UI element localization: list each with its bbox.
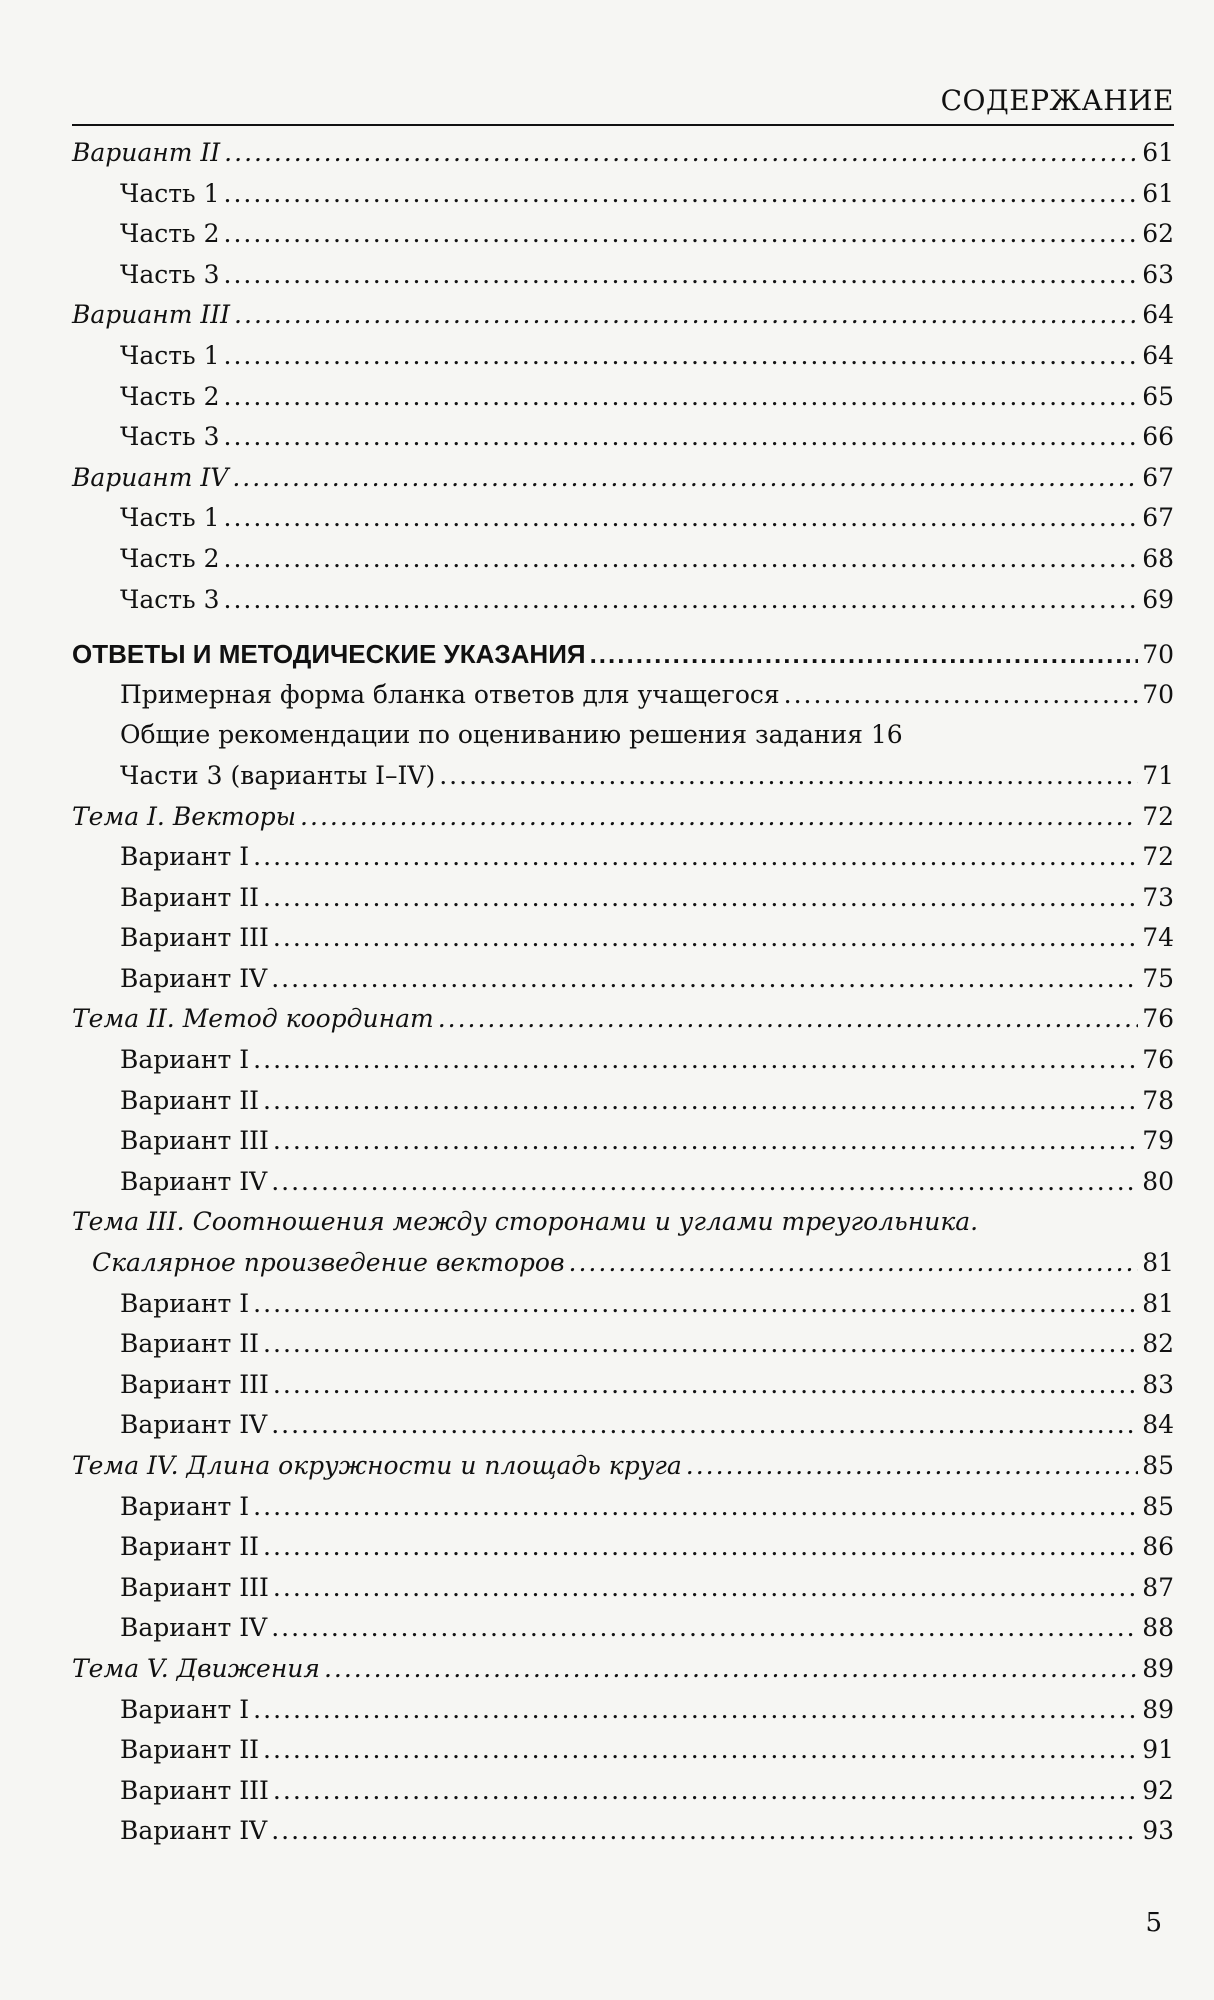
toc-page-number: 85 (1142, 1491, 1174, 1521)
toc-page-number: 70 (1142, 679, 1174, 709)
toc-dot-leader (224, 341, 1139, 370)
toc-entry-label: Тема III. Соотношения между сторонами и углами треугольника. (72, 1207, 979, 1237)
header-divider (72, 124, 1174, 126)
toc-page-number: 65 (1142, 381, 1174, 411)
toc-entry (72, 964, 1174, 1005)
toc-page-number: 81 (1142, 1288, 1174, 1318)
toc-dot-leader (263, 883, 1138, 912)
toc-dot-leader (224, 544, 1139, 573)
toc-dot-leader (224, 260, 1139, 289)
toc-entry (72, 842, 1174, 883)
toc-entry (72, 1776, 1174, 1817)
toc-page-number: 66 (1142, 422, 1174, 452)
toc-dot-leader (590, 639, 1139, 670)
toc-entry-label: Вариант III (120, 1126, 269, 1156)
toc-entry-label: Вариант II (120, 1329, 260, 1359)
toc-entry-label: Вариант IV (120, 1410, 268, 1440)
toc-page-number: 84 (1142, 1410, 1174, 1440)
toc-entry-label: Вариант I (120, 1045, 250, 1075)
toc-entry-label: Вариант III (72, 300, 231, 330)
toc-entry-label: ОТВЕТЫ И МЕТОДИЧЕСКИЕ УКАЗАНИЯ (72, 639, 586, 670)
toc-page-number: 71 (1142, 760, 1174, 790)
toc-dot-leader (273, 1370, 1138, 1399)
toc-entry (72, 1329, 1174, 1370)
toc-entry-label: Тема II. Метод координат (72, 1004, 434, 1034)
toc-dot-leader (224, 138, 1138, 167)
toc-entry-label: Вариант IV (120, 1816, 268, 1846)
toc-entry-label: Примерная форма бланка ответов для учащегося (120, 679, 780, 709)
toc-dot-leader (224, 382, 1139, 411)
toc-entry-label: Вариант III (120, 1775, 269, 1805)
toc-page-number: 75 (1142, 963, 1174, 993)
toc-page-number: 80 (1142, 1166, 1174, 1196)
toc-dot-leader (263, 1329, 1138, 1358)
toc-entry (72, 544, 1174, 585)
toc-page-number: 68 (1142, 543, 1174, 573)
toc-entry-label: Вариант IV (72, 462, 229, 492)
toc-dot-leader (224, 585, 1139, 614)
toc-dot-leader (324, 1654, 1138, 1683)
toc-entry (72, 300, 1174, 341)
toc-entry-label: Часть 2 (120, 219, 220, 249)
toc-entry-label: Вариант III (120, 923, 269, 953)
toc-page-number: 72 (1142, 801, 1174, 831)
toc-dot-leader (253, 1045, 1138, 1074)
toc-dot-leader (253, 1695, 1138, 1724)
toc-dot-leader (273, 923, 1138, 952)
toc-page-number: 79 (1142, 1126, 1174, 1156)
toc-page-number: 64 (1142, 340, 1174, 370)
toc-entry-label: Тема IV. Длина окружности и площадь круга (72, 1451, 682, 1480)
toc-entry (72, 1248, 1174, 1289)
toc-page-number: 92 (1142, 1775, 1174, 1805)
toc-entry (72, 382, 1174, 423)
toc-entry (72, 1207, 1174, 1248)
toc-entry-label: Вариант IV (120, 1613, 268, 1643)
toc-entry (72, 1370, 1174, 1411)
toc-page-number: 85 (1142, 1451, 1174, 1480)
toc-page-number: 61 (1142, 178, 1174, 208)
toc-entry (72, 1654, 1174, 1695)
toc-dot-leader (784, 680, 1139, 709)
toc-entry (72, 585, 1174, 626)
toc-page-number: 73 (1142, 882, 1174, 912)
toc-entry (72, 1735, 1174, 1776)
toc-page-number: 70 (1142, 640, 1174, 670)
toc-page-number: 83 (1142, 1369, 1174, 1399)
toc-entry-label: Вариант II (120, 1085, 260, 1115)
toc-entry-label: Вариант I (120, 1694, 250, 1724)
toc-entry (72, 260, 1174, 301)
toc-entry (72, 1126, 1174, 1167)
toc-dot-leader (686, 1451, 1138, 1480)
toc-dot-leader (263, 1086, 1138, 1115)
toc-entry-label: Вариант II (120, 1735, 260, 1765)
toc-entry-label: Вариант II (120, 1532, 260, 1562)
toc-page-number: 82 (1142, 1329, 1174, 1359)
toc-entry-label: Часть 2 (120, 543, 220, 573)
toc-dot-leader (253, 1289, 1138, 1318)
toc-entry-label: Общие рекомендации по оцениванию решения задания 16 (120, 720, 903, 750)
toc-page-number: 72 (1142, 842, 1174, 872)
toc-page-number: 93 (1142, 1816, 1174, 1846)
toc-entry-label: Скалярное произведение векторов (92, 1248, 565, 1278)
toc-entry (72, 1086, 1174, 1127)
toc-dot-leader (273, 1126, 1138, 1155)
toc-dot-leader (273, 1573, 1138, 1602)
toc-entry (72, 1532, 1174, 1573)
toc-entry (72, 422, 1174, 463)
toc-entry (72, 761, 1174, 802)
toc-entry-label: Вариант II (72, 138, 221, 167)
toc-entry (72, 1167, 1174, 1208)
toc-entry-label: Часть 3 (120, 584, 220, 614)
toc-entry-label: Вариант IV (120, 1166, 268, 1196)
toc-entry (72, 1695, 1174, 1736)
toc-entry-label: Вариант III (120, 1572, 269, 1602)
toc-page-number: 67 (1142, 503, 1174, 533)
toc-entry (72, 1045, 1174, 1086)
toc-entry (72, 923, 1174, 964)
toc-entry (72, 680, 1174, 721)
toc-dot-leader (271, 1816, 1138, 1845)
toc-entry (72, 802, 1174, 843)
toc-dot-leader (271, 1167, 1138, 1196)
toc-entry (72, 1289, 1174, 1330)
toc-dot-leader (263, 1532, 1138, 1561)
toc-dot-leader (438, 1004, 1138, 1033)
toc-dot-leader (271, 964, 1138, 993)
toc-dot-leader (439, 761, 1138, 790)
toc-entry-label: Части 3 (варианты I–IV) (120, 760, 436, 790)
toc-page-number: 89 (1142, 1694, 1174, 1724)
toc-page-number: 91 (1142, 1735, 1174, 1765)
toc-entry (72, 1573, 1174, 1614)
toc-dot-leader (273, 1776, 1138, 1805)
toc-page-number: 61 (1142, 138, 1174, 167)
toc-page-number: 76 (1142, 1004, 1174, 1034)
page-header-title: СОДЕРЖАНИЕ (940, 84, 1174, 117)
toc-dot-leader (271, 1410, 1138, 1439)
toc-entry (72, 1816, 1174, 1857)
table-of-contents (72, 138, 1174, 1857)
toc-dot-leader (224, 219, 1139, 248)
toc-entry (72, 1410, 1174, 1451)
toc-entry (72, 463, 1174, 504)
toc-page-number: 63 (1142, 259, 1174, 289)
toc-page-number: 64 (1142, 300, 1174, 330)
toc-entry (72, 179, 1174, 220)
toc-entry (72, 639, 1174, 680)
toc-entry-label: Вариант II (120, 882, 260, 912)
toc-page-number: 62 (1142, 219, 1174, 249)
toc-entry (72, 219, 1174, 260)
toc-entry (72, 503, 1174, 544)
toc-entry-label: Тема V. Движения (72, 1653, 320, 1683)
toc-dot-leader (234, 300, 1138, 329)
toc-entry-label: Вариант I (120, 842, 250, 872)
toc-entry-label: Вариант IV (120, 963, 268, 993)
toc-dot-leader (263, 1735, 1138, 1764)
toc-dot-leader (224, 503, 1139, 532)
toc-entry-label: Часть 3 (120, 422, 220, 452)
toc-entry-label: Часть 1 (120, 503, 220, 533)
toc-page-number: 86 (1142, 1532, 1174, 1562)
toc-entry (72, 138, 1174, 179)
toc-entry (72, 1492, 1174, 1533)
toc-dot-leader (271, 1613, 1138, 1642)
toc-page-number: 88 (1142, 1613, 1174, 1643)
toc-dot-leader (224, 422, 1139, 451)
toc-page-number: 69 (1142, 584, 1174, 614)
toc-dot-leader (569, 1248, 1139, 1277)
toc-entry (72, 341, 1174, 382)
toc-page-number: 81 (1142, 1248, 1174, 1278)
toc-page-number: 87 (1142, 1572, 1174, 1602)
toc-entry-label: Вариант III (120, 1369, 269, 1399)
toc-page-number: 78 (1142, 1085, 1174, 1115)
toc-entry-label: Вариант I (120, 1288, 250, 1318)
toc-dot-leader (300, 802, 1138, 831)
toc-page-number: 67 (1142, 462, 1174, 492)
toc-entry-label: Вариант I (120, 1491, 250, 1521)
toc-page-number: 74 (1142, 923, 1174, 953)
toc-entry-label: Часть 3 (120, 259, 220, 289)
toc-dot-leader (253, 842, 1138, 871)
toc-entry (72, 1613, 1174, 1654)
toc-entry (72, 883, 1174, 924)
toc-entry-label: Часть 1 (120, 340, 220, 370)
toc-entry (72, 1451, 1174, 1492)
toc-entry (72, 1004, 1174, 1045)
toc-entry-label: Часть 1 (120, 178, 220, 208)
toc-dot-leader (224, 179, 1139, 208)
toc-dot-leader (232, 463, 1138, 492)
toc-dot-leader (253, 1492, 1138, 1521)
toc-entry (72, 720, 1174, 761)
toc-page-number: 76 (1142, 1045, 1174, 1075)
toc-page-number: 89 (1142, 1653, 1174, 1683)
page-number: 5 (1145, 1908, 1162, 1938)
toc-entry-label: Часть 2 (120, 381, 220, 411)
toc-entry-label: Тема I. Векторы (72, 801, 297, 831)
